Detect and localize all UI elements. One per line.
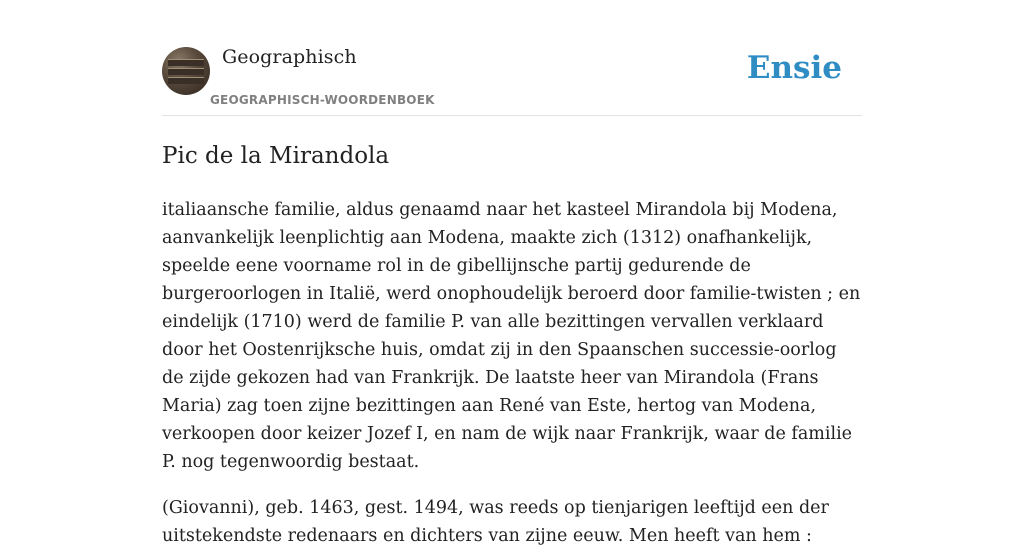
article-paragraph: italiaansche familie, aldus genaamd naar het kasteel Mirandola bij Modena, aanvankelijk leenplichtig aan Modena, maakte zich (1312) onafhankelijk, speelde eene voorname rol in de gibellijnsche partij gedurende de burgeroorlogen in Italië, werd onophoudelijk beroerd door familie-twisten ; en eindelijk (1710) werd de familie P. van alle bezittingen vervallen verklaard door het Oostenrijksche huis, omdat zij in den Spaanschen successie-oorlog de zijde gekozen had van Frankrijk. De laatste heer van Mirandola (Frans Maria) zag toen zijne bezittingen aan René van Este, hertog van Modena, verkoopen door keizer Jozef I, en nam de wijk naar Frankrijk, waar de familie P. nog tegenwoordig bestaat. — [162, 200, 861, 472]
article-title: Pic de la Mirandola — [162, 143, 390, 169]
book-spine-1 — [168, 59, 204, 66]
article-paragraph: (Giovanni), geb. 1463, gest. 1494, was reeds op tienjarigen leeftijd een der uitstekendste redenaars en dichters van zijne eeuw. Men heeft van hem : — [162, 498, 829, 546]
header — [162, 0, 862, 116]
book-spine-2 — [168, 68, 204, 75]
book-spine-3 — [168, 77, 204, 84]
book-stack-icon[interactable] — [162, 47, 210, 95]
content-container — [162, 0, 862, 550]
source-title[interactable]: Geographisch — [222, 46, 357, 68]
source-subtitle[interactable]: GEOGRAPHISCH-WOORDENBOEK — [210, 93, 435, 107]
brand-logo[interactable]: Ensie — [746, 50, 842, 86]
